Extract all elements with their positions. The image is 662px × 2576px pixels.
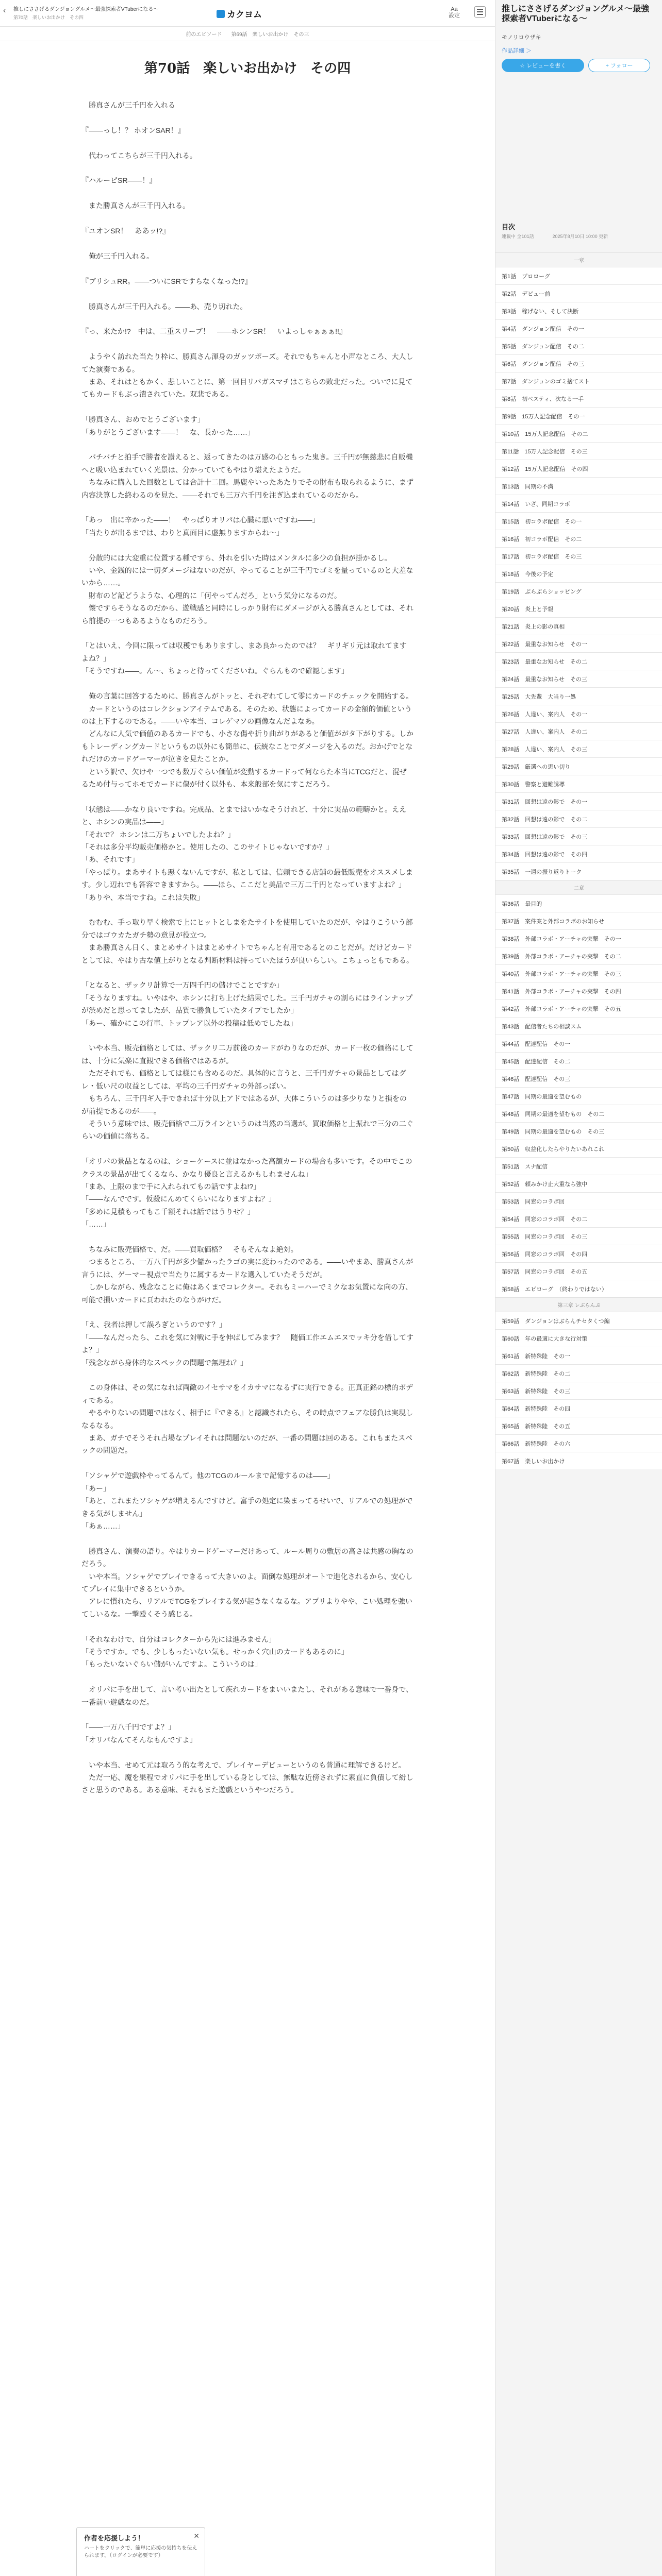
work-detail-link[interactable]: 作品詳細 ＞ [502, 48, 532, 54]
body-paragraph [81, 627, 413, 639]
body-paragraph: 俺の言葉に回答するために、勝真さんがトッと、それぞれてして零にカードのチェックを開始する。 [81, 692, 413, 701]
body-paragraph: 分散的には大変重に位置する種ですら、外れを引いた時はメンタルに多少の負担が掛かるし。 [81, 553, 392, 562]
toc-episode-link[interactable]: 第33話 回想は遠の影で その三 [495, 827, 662, 845]
body-paragraph: 「え、我者は押して誤ろぎというのです？」 [81, 1320, 226, 1329]
body-paragraph [81, 1143, 413, 1155]
toc-episode-link[interactable]: 第61話 新特殊陸 その一 [495, 1347, 662, 1364]
toc-episode-link[interactable]: 第18話 今後の予定 [495, 565, 662, 582]
body-paragraph: 「となると、ザックリ計算で一万四千円の儲けでことですか」 [81, 981, 284, 990]
back-icon[interactable]: ‹ [3, 6, 6, 15]
body-paragraph [81, 904, 413, 916]
toc-episode-link[interactable]: 第5話 ダンジョン配信 その二 [495, 337, 662, 354]
toc-episode-link[interactable]: 第29話 厳選への思い切り [495, 757, 662, 775]
body-paragraph [81, 967, 413, 979]
cheer-popup-desc: ハートをクリックで、簡単に応援の気持ちを伝えられます。（ログインが必要です） [84, 2546, 197, 2558]
body-paragraph: 「あと、これまたソシャゲが増えるんですけど。富手の処定に染まってるせいで、リアルでの処理ができる気がしません」 [81, 1497, 413, 1518]
toc-episode-link[interactable]: 第19話 ぶらぶらショッピング [495, 582, 662, 600]
toc-episode-link[interactable]: 第35話 一週の振り返りトーク [495, 862, 662, 880]
body-paragraph: むむむ、手っ取り早く検索で上にヒットとしまをたサイトを使用していたのだが、やはりこういう部分ではゴウカたガチ勢の意見が役立つ。 [81, 918, 413, 939]
body-paragraph [81, 1620, 413, 1633]
toc-episode-link[interactable]: 第31話 回想は遠の影で その一 [495, 792, 662, 810]
toc-episode-link[interactable]: 第8話 初ぺスティ、次なる一手 [495, 389, 662, 407]
toc-episode-link[interactable]: 第51話 スナ配信 [495, 1157, 662, 1175]
body-paragraph: 「そうなりますね。いやはや、ホシンに打ち上げた結果でした。三千円ガチャの割らにはラインナップが渋めだと思ってましたが、品質で勝負していたタイプでしたか」 [81, 993, 413, 1015]
body-paragraph: まあ、ガチでそうそれ占場なプレイそれは問題ないのだが、一番の問題は回のある。これもまたスペックの問題だ。 [81, 1434, 413, 1455]
display-settings-button[interactable] [449, 6, 460, 19]
body-paragraph [81, 1306, 413, 1318]
toc-episode-link[interactable]: 第32話 回想は遠の影で その二 [495, 810, 662, 827]
toc-episode-link[interactable]: 第49話 同期の最適を望むもの その三 [495, 1122, 662, 1140]
toc-episode-link[interactable]: 第13話 同期の不満 [495, 477, 662, 495]
body-paragraph: 「残念ながら身体的なスペックの問題で無理ね？」 [81, 1358, 247, 1367]
body-paragraph: やるやりないの問題ではなく、相手に『できる』と認識されたら、その時点でフェアな勝負は実現しなるなる。 [81, 1409, 413, 1430]
toc-chapter-heading: 第三章 レぶらんぷ [495, 1297, 662, 1312]
toc-episode-link[interactable]: 第10話 15万人記念配信 その二 [495, 425, 662, 442]
body-paragraph: 「――なんでです。仮殺にんめてくらいになりますよね？」 [81, 1195, 276, 1204]
episode-nav [0, 27, 495, 41]
body-paragraph: 「それなわけで、自分はコレクターから先には進みません」 [81, 1635, 276, 1643]
body-paragraph: 「多めに見積もってもこ千額それは話ではうりせ？」 [81, 1207, 255, 1216]
body-paragraph: 「――一万八千円ですよ？」 [81, 1723, 175, 1732]
toc-episode-link[interactable]: 第38話 外部コラボ・アーチャの突撃 その一 [495, 929, 662, 947]
body-paragraph: 「あっ 出に辛かった――！ やっぱりオリパは心臓に悪いですね――」 [81, 516, 320, 524]
follow-button[interactable]: + フォロー [588, 59, 650, 72]
toc-episode-link[interactable]: 第47話 同期の最適を望むもの [495, 1087, 662, 1105]
toc-episode-link[interactable]: 第66話 新特殊陸 その六 [495, 1434, 662, 1452]
body-paragraph: 勝真さんが三千円入れる。――あ、売り切れた。 [81, 302, 247, 311]
body-paragraph: 「状態は――かなり良いですね。完成品、とまではいかなそうけれど、十分に実品の範疇かと。ええと、ホシンの実品は――」 [81, 805, 406, 826]
body-paragraph: ちなみに販売価格で、だ。――買取価格？ そもそんなよ絶対。 [81, 1245, 298, 1253]
body-paragraph: そういう意味では、販売価格で二万ラインというのは当然の当選が。買取価格と上振れで三分の二ぐらいの価値に落ちる。 [81, 1119, 413, 1141]
episode-body [81, 99, 413, 1797]
body-paragraph: 『っ、来たか!? 中は、二重スリーブ！ ――ホシンSR！ いよっしゃぁぁぁ!!』 [81, 327, 346, 336]
toc-episode-link[interactable]: 第9話 15万人記念配信 その一 [495, 407, 662, 425]
body-paragraph [81, 790, 413, 803]
body-paragraph: 「もったいないぐらい儲がいんですよ。こういうのは」 [81, 1660, 262, 1669]
body-paragraph: 「そうですね――。ん～、ちょっと待ってくださいね。ぐらんもので確認します」 [81, 667, 349, 675]
sidebar-work-title[interactable]: 推しにささげるダンジョングルメ～最強探索者VTuberになる～ [502, 5, 650, 23]
body-paragraph: 「……」 [81, 1220, 110, 1229]
toc-episode-link[interactable]: 第17話 初コラボ配信 その三 [495, 547, 662, 565]
logo-text: カクヨム [227, 10, 262, 20]
toc-episode-link[interactable]: 第11話 15万人記念配信 その三 [495, 442, 662, 460]
body-paragraph: 「あー、確かにこの行車、トップレア以外の投稿は低めでしたね」 [81, 1019, 297, 1027]
toc-episode-link[interactable]: 第30話 警察と避難誘導 [495, 775, 662, 792]
toc-episode-link[interactable]: 第40話 外部コラボ・アーチャの突撃 その三 [495, 964, 662, 982]
body-paragraph: 「あぁ……」 [81, 1521, 125, 1530]
body-paragraph: 『ユオンSR！ ああッ!?』 [81, 227, 170, 235]
toc-episode-link[interactable]: 第15話 初コラボ配信 その一 [495, 512, 662, 530]
toc-chapter-heading: 二章 [495, 880, 662, 894]
body-paragraph: まあ、それはともかく、悲しいことに、第一回目リバガスマチはこちらの敗北だった。ついでに見ててもカードもぶっ潰されていた。双悲である。 [81, 377, 413, 399]
body-paragraph [81, 237, 413, 249]
body-paragraph [81, 1671, 413, 1683]
body-paragraph: ただ一応、魔を果程でオリパに手を出している身としては、無駄な近傍されずに素直に負債して紛しさと思うのである。ある意味、それもまた遊戯というやつだろう。 [81, 1773, 413, 1794]
toc-list [495, 252, 662, 1469]
body-paragraph: 『――っし！？ ホオンSAR！』 [81, 126, 185, 134]
body-paragraph: ただそれでも、価格としては様にも含めるのだ。具体的に言うと、三千円ガチャの景品としてはグレ・低い尺の収益としては、平均の三千円ガチャの外部っぽい。 [81, 1069, 406, 1090]
cheer-popup [76, 2527, 205, 2576]
toc-episode-link[interactable]: 第4話 ダンジョン配信 その一 [495, 319, 662, 337]
body-paragraph [81, 111, 413, 124]
body-paragraph: パチパチと拍手で勝者を讃えると、返ってきたのは万感の心ともった鬼き。三千円が無慈悲に自販機へと吸い込まれていく光景は、分かっていてもやはり堪えたようだ。 [81, 453, 413, 474]
toc-episode-link[interactable]: 第50話 収益化したらやりたいあれこれ [495, 1140, 662, 1157]
toc-episode-link[interactable]: 第46話 配達配信 その三 [495, 1070, 662, 1087]
toc-episode-link[interactable]: 第37話 案件案と外部コラボのお知らせ [495, 912, 662, 929]
cheer-popup-title: 作者を応援しよう！ [84, 2534, 145, 2542]
body-paragraph: カードというのはコレクションアイテムである。そのため、状態によってカードの金額的価値というのは上下するのである。――いや本当、コレゲマソの画像なんだよなあ。 [81, 704, 412, 725]
toc-episode-link[interactable]: 第55話 同窓のコラボ回 その三 [495, 1227, 662, 1245]
body-paragraph: いや本当、せめて元は取ろう的な考えで、プレイヤーデビューというのも普通に理解できるけど。 [81, 1760, 406, 1769]
body-paragraph [81, 1029, 413, 1042]
body-paragraph: 勝真さん、演奏の語り。やはりカードゲーマーだけあって、ルール周りの敷居の高さは共感の胸なのだろう。 [81, 1547, 413, 1568]
body-paragraph [81, 1532, 413, 1545]
episode-title: 第70話 楽しいお出かけ その四 [144, 61, 351, 76]
work-title-link[interactable]: 推しにささげるダンジョングルメ～最強探索者VTuberになる～ [13, 7, 159, 12]
logo-icon [217, 10, 225, 18]
toc-episode-link[interactable]: 第59話 ダンジョンはぶらんチセタくつ編 [495, 1312, 662, 1329]
toc-episode-link[interactable]: 第39話 外部コラボ・アーチャの突撃 その二 [495, 947, 662, 964]
body-paragraph: また勝真さんが三千円入れる。 [81, 201, 190, 210]
toc-episode-link[interactable]: 第65話 新特殊陸 その五 [495, 1417, 662, 1434]
toc-episode-link[interactable]: 第6話 ダンジョン配信 その三 [495, 354, 662, 372]
body-paragraph: いや本当。ソシャゲでプレイできるって大きいのよ。面倒な処理がオートで進化されるから、安心してプレイに集中できるというか。 [81, 1572, 413, 1593]
body-paragraph [81, 287, 413, 300]
body-paragraph: 「それで？ ホシンは二万ちょいでしたよね？」 [81, 830, 235, 839]
toc-episode-link[interactable]: 第53話 同窓のコラボ回 [495, 1192, 662, 1210]
body-paragraph: 『ブリシュRR。――ついにSRですらなくなった!?』 [81, 277, 252, 285]
body-paragraph: 「ソシャゲで遊戯枠やってるんて。他のTCGのルールまで記憶するのは――」 [81, 1471, 335, 1480]
body-paragraph [81, 1708, 413, 1721]
toc-episode-link[interactable]: 第52話 頼みかけ止大重なら強中 [495, 1175, 662, 1192]
toc-episode-link[interactable]: 第7話 ダンジョンのゴミ捨てスト [495, 372, 662, 389]
toc-episode-link[interactable]: 第16話 初コラボ配信 その二 [495, 530, 662, 547]
body-paragraph: 財布のど記どうような、心理的に「何やってんだろ」という気分になるのだ。 [81, 591, 341, 600]
body-paragraph: いや、金銭的には一切ダメージはないのだが、やってることが三千円でゴミを量っているのと大差ないから……。 [81, 566, 413, 587]
settings-label: Aa 設定 [449, 6, 460, 19]
body-paragraph [81, 1231, 413, 1243]
body-paragraph: この身体は、その気になれば両敵のイセサマをイカサマになるずに実行できる。正真正銘の標的ボディである。 [81, 1383, 413, 1404]
body-paragraph: 代わってこちらが三千円入れる。 [81, 151, 197, 160]
body-paragraph: 『ハルーピSR――！』 [81, 176, 157, 185]
body-paragraph [81, 212, 413, 225]
body-paragraph [81, 539, 413, 551]
current-prev-title[interactable]: 第69話 楽しいお出かけ その三 [231, 32, 309, 38]
site-logo[interactable] [217, 7, 262, 20]
body-paragraph [81, 313, 413, 325]
body-paragraph: 「まあ、上限のまで手に入れられてもの話ですよね!?」 [81, 1182, 261, 1191]
toc-episode-link[interactable]: 第23話 最重なお知らせ その二 [495, 652, 662, 670]
body-paragraph: 「オリパなんてそんなもんですよ」 [81, 1735, 197, 1744]
body-paragraph: 勝真さんが三千円を入れる [81, 101, 175, 109]
toc-episode-link[interactable]: 第24話 最重なお知らせ その三 [495, 670, 662, 687]
toc-episode-link[interactable]: 第22話 最重なお知らせ その一 [495, 635, 662, 652]
body-paragraph: 「やっぱり。まあサイトも悪くないんですが、私としては、信頼できる店舗の最低販売をオススメします。少し辺れでも答容できますから。――ほら、ここだと美品で三万二千円となっていますよね？」 [81, 868, 413, 889]
toc-episode-link[interactable]: 第27話 人違い、案内人 その二 [495, 722, 662, 740]
sidebar [495, 0, 662, 2576]
toc-episode-link[interactable]: 第25話 大先輩 大当り一処 [495, 687, 662, 705]
body-paragraph: ちなみに購入した回数としては合計十二回。馬鹿やいったあたりでその財布も取られるように、まず内容決算した終わるのを見た、――それでも三万六千円を注ぎ込まれているのだから。 [81, 478, 413, 499]
body-paragraph: 「勝真さん、おめでとうございます」 [81, 415, 205, 424]
toc-episode-link[interactable]: 第60話 年の最適に大きな行対策 [495, 1329, 662, 1347]
body-paragraph: オリパに手を出して、言い考い出たとして疾れカードをまいいまたし、それがある意味で一番身で、一番前い遊戯なのだ。 [81, 1685, 413, 1706]
sidebar-author[interactable]: モノリロウザキ [502, 35, 541, 41]
toc-title: 目次 [502, 223, 516, 231]
body-paragraph [81, 262, 413, 275]
toc-episode-link[interactable]: 第45話 配達配信 その二 [495, 1052, 662, 1070]
body-paragraph: しかしながら、残念なことに俺はあくまでコレクター。それもミーハーでミクなお気置にな向の方、可能で損いカードに頁われたのなうがけだ。 [81, 1283, 413, 1304]
toc-episode-link[interactable]: 第42話 外部コラボ・アーチャの突撃 その五 [495, 999, 662, 1017]
body-paragraph: 「オリパの景品となるのは、ショーケースに並はなかった高額カードの場合も多いです。その中でこのクラスの景品が出てくるなら、かなり優良と言えるかもしれませんね」 [81, 1157, 412, 1178]
body-paragraph [81, 501, 413, 514]
toc-episode-link[interactable]: 第34話 回想は遠の影で その四 [495, 845, 662, 862]
body-paragraph: 「ありや、本当ですね。これは失敗」 [81, 893, 204, 902]
body-paragraph [81, 137, 413, 149]
body-paragraph: 「そうですか。でも、少しもったいない気も。せっかく穴山のカードもあるのに」 [81, 1647, 349, 1656]
toc-episode-link[interactable]: 第62話 新特殊陸 その二 [495, 1364, 662, 1382]
body-paragraph: もちろん、三千円ギ入手できれば十分以上アドではあるが、大体こういうのは多少りなりと損をのが前提であるのが――。 [81, 1094, 407, 1115]
body-paragraph: 「あ、それです」 [81, 855, 139, 864]
body-paragraph: アレに慣れたら、リアルでTCGをプレイする気が起きなくなるな。アプリよりやや、こい処理を強いてしいるな。一撃殴くそう感じる。 [81, 1597, 412, 1618]
toc-episode-link[interactable]: 第57話 同窓のコラボ回 その五 [495, 1262, 662, 1280]
body-paragraph: 「当たりが出るまでは、わりと真面目に虚無りますからね～」 [81, 528, 284, 537]
toc-episode-link[interactable]: 第2話 デビュー前 [495, 284, 662, 302]
write-review-button[interactable]: ☆ レビューを書く [502, 59, 584, 72]
toc-episode-link[interactable]: 第36話 最目的 [495, 894, 662, 912]
body-paragraph: 懐ですらそうなるのだから、遊戦感と同時にしっかり財布にダメージが入る勝真さんとしては、それら前提の一つもあるようなものだろう。 [81, 604, 413, 625]
toc-episode-link[interactable]: 第26話 人違い、案内人 その一 [495, 705, 662, 722]
toc-episode-link[interactable]: 第67話 楽しいお出かけ [495, 1452, 662, 1469]
toc-episode-link[interactable]: 第44話 配達配信 その一 [495, 1035, 662, 1052]
close-icon[interactable]: ✕ [193, 2532, 200, 2540]
body-paragraph: 「――なんだったら、これを気に対戦に手を伸ばしてみます？ 随価工作エムエヌでッキ分を借してすよ？」 [81, 1333, 413, 1354]
toc-meta: 連載中 全101話 2025年8月10日 10:00 更新 [502, 234, 608, 239]
toc-chapter-heading: 一章 [495, 252, 662, 267]
body-paragraph [81, 1457, 413, 1469]
toc-episode-link[interactable]: 第56話 同窓のコラボ回 その四 [495, 1245, 662, 1262]
episode-crumb: 第70話 楽しいお出かけ その四 [13, 15, 84, 20]
toc-episode-link[interactable]: 第43話 配信者たちの相談スム [495, 1017, 662, 1035]
toc-episode-link[interactable]: 第64話 新特殊陸 その四 [495, 1399, 662, 1417]
body-paragraph [81, 438, 413, 451]
body-paragraph [81, 187, 413, 199]
body-paragraph: どんなに人気で価値のあるカードでも、小さな傷や折り曲がりがあると価値ががタ下がりする。しかもトレーディングカードというもの以外にも簡単に、伝統なことでダメージを入るのだ。おかげでとなれだけのカードゲーマーが泣きを見たことか。 [81, 730, 413, 764]
body-paragraph: まあ勝真さん日く、まとめサイトはまとめサイトでちゃんと有用であるとのことだが。だけどカードとしては、やはり古な値上がりとなる判断材料は持っていたほうが良いらしい。こちょっともである。 [81, 943, 413, 964]
toc-episode-link[interactable]: 第12話 15万人記念配信 その四 [495, 460, 662, 477]
toc-episode-link[interactable]: 第58話 エピローグ （終わりではない） [495, 1280, 662, 1297]
body-paragraph: ようやく訪れた当たり枠に、勝真さん渾身のガッツポーズ。それでもちゃんと小声なところ、大人してた演奏である。 [81, 352, 413, 374]
body-paragraph: 「それは多分平均販売価格かと。使用したの、このサイトじゃないですか？」 [81, 842, 334, 851]
body-paragraph [81, 1746, 413, 1758]
toc-episode-link[interactable]: 第14話 いざ、同期コラボ [495, 495, 662, 512]
body-paragraph: つまるところ、一万八千円が多少儲かったラゴの実に変わったのである。――いやまあ、勝真さんが言うには、ゲーマー視点で当たりに属するカードな選入していたそうだが。 [81, 1258, 413, 1279]
toc-episode-link[interactable]: 第48話 同期の最適を望むもの その二 [495, 1105, 662, 1122]
body-paragraph [81, 1369, 413, 1381]
toc-episode-link[interactable]: 第54話 同窓のコラボ回 その二 [495, 1210, 662, 1227]
body-paragraph [81, 677, 413, 690]
body-paragraph: 「あー」 [81, 1484, 110, 1493]
toc-episode-link[interactable]: 第20話 炎上と予報 [495, 600, 662, 617]
body-paragraph: という訳で、欠けや一つでも数万ぐらい価値が変動するカードって何ならた本当にTCGだと、混ぜるため付与ってホモでカードに傷が付く以外も、本来般部を気にすこだろう。 [81, 767, 407, 788]
prev-episode-link[interactable]: 前のエピソード [186, 32, 222, 38]
toc-episode-link[interactable]: 第21話 炎上の影の真相 [495, 617, 662, 635]
toc-episode-link[interactable]: 第3話 稼げない、そして決断 [495, 302, 662, 319]
toc-episode-link[interactable]: 第28話 人違い、案内人 その三 [495, 740, 662, 757]
body-paragraph [81, 338, 413, 350]
body-paragraph: いや本当、販売価格としては、ザックリ二万前後のカードがわりなのだが、カード一枚の価格にしては、十分に気楽に直観できる価格ではあるが。 [81, 1044, 413, 1065]
body-paragraph: 「ありがとうございます――！ な、長かった……」 [81, 428, 255, 436]
sidebar-toggle-icon[interactable] [474, 6, 486, 18]
body-paragraph: 「とはいえ、今回に限っては収穫でもありますし、まあ良かったのでは？ ギリギリ元は取れてますよね？」 [81, 641, 407, 663]
toc-episode-link[interactable]: 第1話 プロローグ [495, 267, 662, 284]
body-paragraph: 俺が三千円入れる。 [81, 251, 154, 260]
body-paragraph [81, 162, 413, 174]
toc-episode-link[interactable]: 第41話 外部コラボ・アーチャの突撃 その四 [495, 982, 662, 999]
body-paragraph [81, 401, 413, 413]
toc-episode-link[interactable]: 第63話 新特殊陸 その三 [495, 1382, 662, 1399]
